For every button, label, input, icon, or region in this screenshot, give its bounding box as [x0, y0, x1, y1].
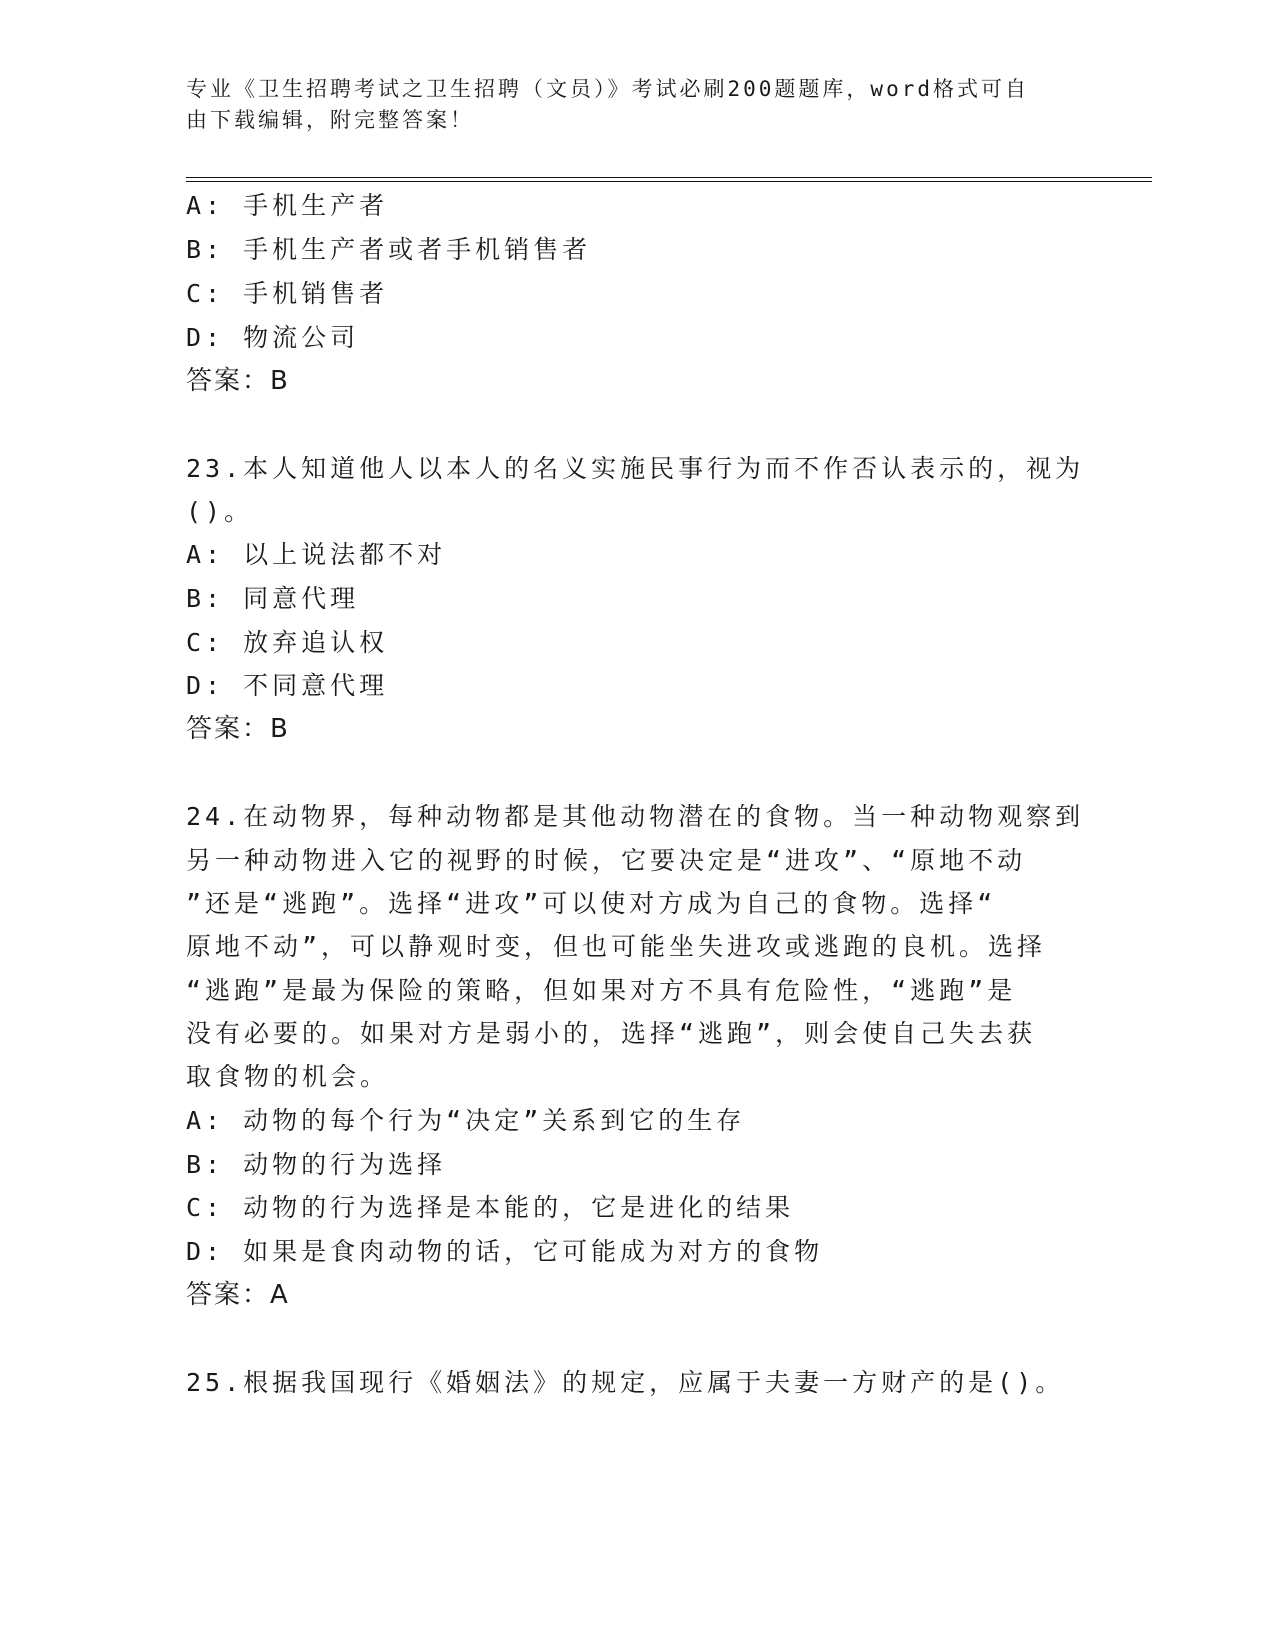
- q23-stem-line-2: ()。: [186, 497, 254, 526]
- q24-option-b: B: 动物的行为选择: [186, 1150, 447, 1179]
- q23-option-a: A: 以上说法都不对: [186, 540, 447, 569]
- q24-option-a: A: 动物的每个行为“决定”关系到它的生存: [186, 1106, 746, 1135]
- q22-option-c: C: 手机销售者: [186, 279, 389, 308]
- q23-answer: 答案：B: [186, 714, 290, 744]
- q23-option-d: D: 不同意代理: [186, 671, 389, 700]
- q23-option-b: B: 同意代理: [186, 584, 360, 613]
- header-line-2: 由下载编辑，附完整答案！: [186, 108, 474, 132]
- header-divider-bottom: [186, 181, 1152, 182]
- q24-stem-line-4: 原地不动”，可以静观时变，但也可能坐失进攻或逃跑的良机。选择: [186, 932, 1047, 961]
- q23-option-c: C: 放弃追认权: [186, 628, 389, 657]
- header-divider-top: [186, 177, 1152, 178]
- q23-stem-line-1: 23.本人知道他人以本人的名义实施民事行为而不作否认表示的，视为: [186, 454, 1085, 483]
- q24-option-c: C: 动物的行为选择是本能的，它是进化的结果: [186, 1193, 795, 1222]
- q24-stem-line-2: 另一种动物进入它的视野的时候，它要决定是“进攻”、“原地不动: [186, 846, 1027, 875]
- header-line-1: 专业《卫生招聘考试之卫生招聘（文员）》考试必刷200题题库，word格式可自: [186, 77, 1029, 101]
- q25-stem-line-1: 25.根据我国现行《婚姻法》的规定，应属于夫妻一方财产的是()。: [186, 1368, 1065, 1397]
- q22-answer: 答案：B: [186, 366, 290, 396]
- q24-stem-line-5: “逃跑”是最为保险的策略，但如果对方不具有危险性，“逃跑”是: [186, 976, 1017, 1005]
- q24-stem-line-6: 没有必要的。如果对方是弱小的，选择“逃跑”，则会使自己失去获: [186, 1019, 1037, 1048]
- q24-option-d: D: 如果是食肉动物的话，它可能成为对方的食物: [186, 1237, 824, 1266]
- q24-stem-line-3: ”还是“逃跑”。选择“进攻”可以使对方成为自己的食物。选择“: [186, 889, 997, 918]
- q24-stem-line-7: 取食物的机会。: [186, 1062, 390, 1091]
- q22-option-d: D: 物流公司: [186, 323, 360, 352]
- q22-option-b: B: 手机生产者或者手机销售者: [186, 235, 592, 264]
- document-header: [186, 74, 1086, 136]
- q24-stem-line-1: 24.在动物界，每种动物都是其他动物潜在的食物。当一种动物观察到: [186, 802, 1085, 831]
- q22-option-a: A: 手机生产者: [186, 191, 389, 220]
- q24-answer: 答案：A: [186, 1280, 290, 1310]
